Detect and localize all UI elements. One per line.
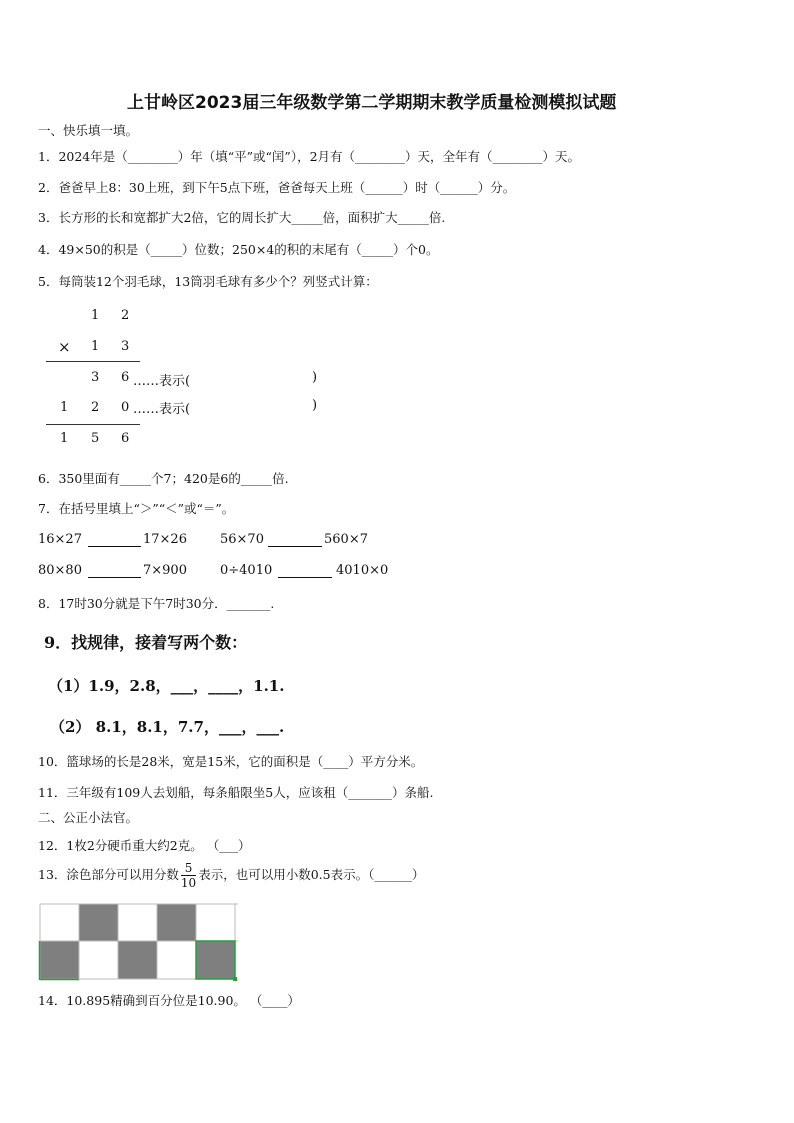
- question-8: 8．17时30分就是下午7时30分．_______.: [38, 596, 275, 611]
- question-7: 7．在括号里填上“＞”“＜”或“＝”。: [38, 501, 235, 516]
- question-2: 2．爸爸早上8：30上班，到下午5点下班，爸爸每天上班（______）时（______）分。: [38, 180, 516, 195]
- compare-right: 4010×0: [336, 563, 389, 578]
- page-title: 上甘岭区2023届三年级数学第二学期期末教学质量检测模拟试题: [127, 93, 617, 113]
- calc-note-close: ): [312, 398, 318, 413]
- compare-blank: [278, 577, 332, 578]
- question-4: 4．49×50的积是（_____）位数；250×4的积的末尾有（_____）个0。: [38, 242, 439, 257]
- question-9-part-2: （2） 8.1，8.1，7.7，___，___.: [50, 718, 285, 736]
- compare-left: 80×80: [38, 563, 82, 578]
- calc-digit: 1: [91, 339, 100, 354]
- grid-cell-shaded: [40, 941, 79, 979]
- compare-blank: [88, 546, 141, 547]
- calc-digit: 5: [91, 431, 100, 446]
- question-6: 6．350里面有_____个7；420是6的_____倍.: [38, 471, 289, 486]
- question-12: 12．1枚2分硬币重大约2克。 （___）: [38, 838, 251, 853]
- question-13-prefix: 13．涂色部分可以用分数: [38, 867, 179, 882]
- fraction: [181, 861, 196, 890]
- question-13-suffix: 表示，也可以用小数0.5表示。（______）: [198, 867, 425, 882]
- calc-digit: 0: [121, 400, 130, 415]
- grid-cell-shaded: [118, 941, 157, 979]
- calc-digit: 1: [60, 431, 69, 446]
- question-11: 11．三年级有109人去划船，每条船限坐5人，应该租（_______）条船.: [38, 785, 434, 800]
- question-13: [38, 861, 424, 890]
- calc-note: ……表示(: [133, 374, 191, 389]
- calc-digit: 1: [91, 308, 100, 323]
- compare-right: 17×26: [143, 532, 187, 547]
- calc-line: [46, 424, 140, 425]
- calc-note: ……表示(: [133, 402, 191, 417]
- compare-left: 16×27: [38, 532, 82, 547]
- question-3: 3．长方形的长和宽都扩大2倍，它的周长扩大_____倍，面积扩大_____倍.: [38, 210, 446, 225]
- compare-right: 560×7: [324, 532, 368, 547]
- calc-digit: 6: [121, 370, 130, 385]
- calc-digit: 2: [121, 308, 130, 323]
- grid-cell-blank: [79, 941, 118, 979]
- section-2-heading: 二、公正小法官。: [38, 810, 139, 825]
- question-14: 14．10.895精确到百分位是10.90。 （____）: [38, 993, 300, 1008]
- fraction-denominator: 10: [180, 876, 197, 890]
- compare-left: 0÷4010: [220, 563, 273, 578]
- calc-digit: 1: [60, 400, 69, 415]
- question-10: 10．篮球场的长是28米，宽是15米，它的面积是（____）平方分米。: [38, 754, 424, 769]
- grid-cell-shaded: [157, 904, 196, 941]
- question-5: 5．每筒装12个羽毛球，13筒羽毛球有多少个？列竖式计算：: [38, 274, 378, 289]
- compare-left: 56×70: [220, 532, 264, 547]
- fraction-numerator: 5: [181, 861, 196, 876]
- question-9-part-1: （1）1.9，2.8，___，____，1.1.: [48, 677, 285, 695]
- compare-blank: [88, 577, 141, 578]
- compare-right: 7×900: [143, 563, 187, 578]
- calc-digit: 3: [91, 370, 100, 385]
- multiply-sign: ×: [58, 338, 71, 356]
- grid-cell-shaded: [79, 904, 118, 941]
- shaded-grid: [38, 902, 240, 982]
- calc-note-close: ): [312, 370, 318, 385]
- question-9: 9．找规律，接着写两个数：: [44, 633, 248, 652]
- grid-cell-blank: [157, 941, 196, 979]
- calc-digit: 6: [121, 431, 130, 446]
- selection-handle: [233, 977, 237, 981]
- question-1: 1．2024年是（________）年（填“平”或“闰”），2月有（________）天，全年有（________）天。: [38, 149, 581, 164]
- calc-digit: 3: [121, 339, 130, 354]
- calc-digit: 2: [91, 400, 100, 415]
- compare-blank: [268, 546, 322, 547]
- section-1-heading: 一、快乐填一填。: [38, 123, 139, 138]
- grid-cell-blank: [118, 904, 157, 941]
- grid-cell-shaded: [196, 941, 235, 979]
- grid-cell-blank: [196, 904, 235, 941]
- calc-line: [46, 361, 140, 362]
- grid-cell-blank: [40, 904, 79, 941]
